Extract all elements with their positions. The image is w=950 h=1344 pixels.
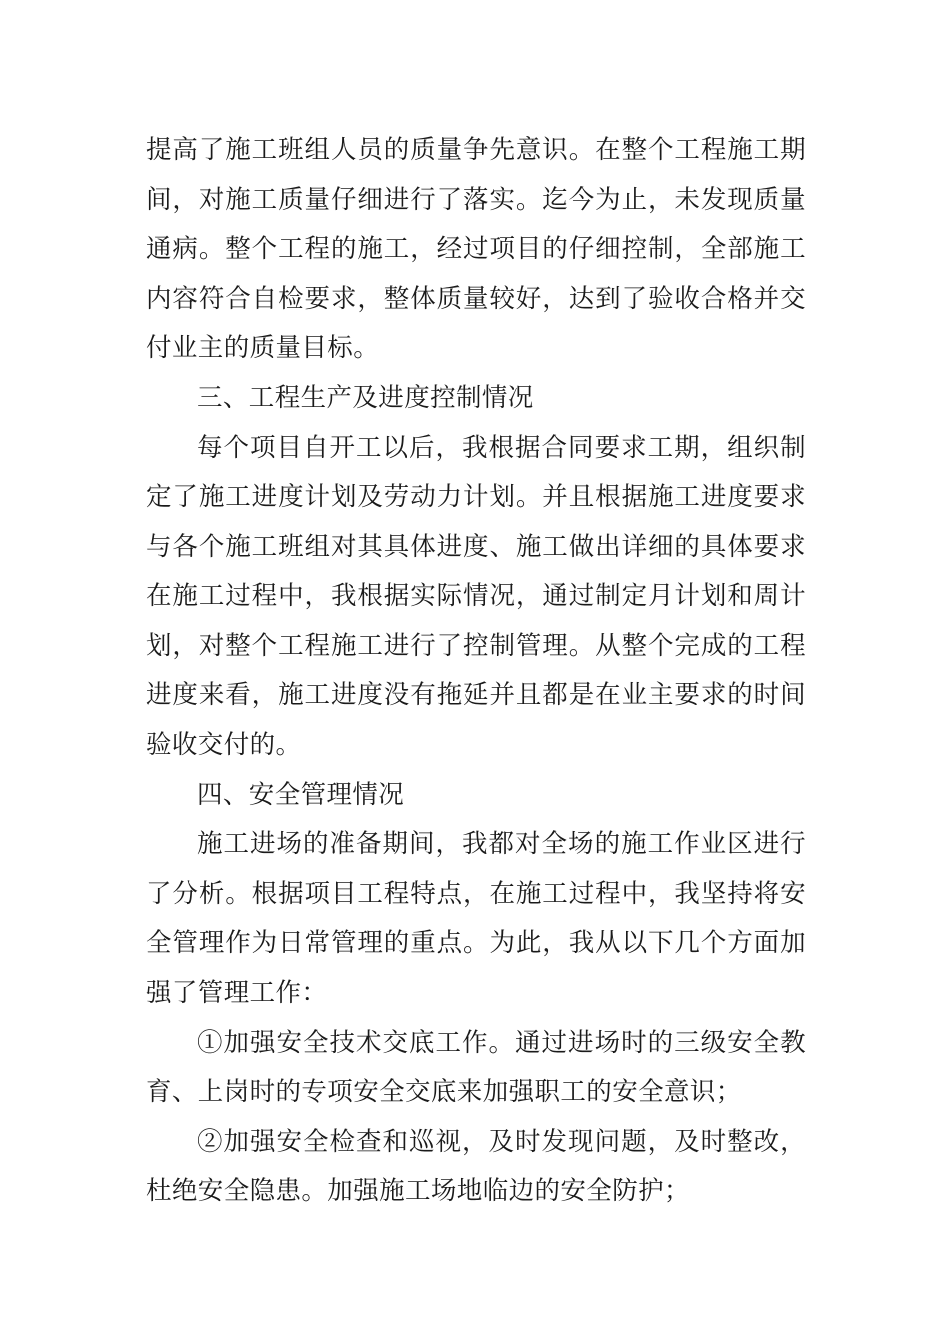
text-line: 划，对整个工程施工进行了控制管理。从整个完成的工程 <box>146 631 806 661</box>
text-line: 与各个施工班组对其具体进度、施工做出详细的具体要求 <box>146 532 806 562</box>
text-line: 付业主的质量目标。 <box>146 333 380 363</box>
text-line: 在施工过程中，我根据实际情况，通过制定月计划和周计 <box>146 581 806 611</box>
text-line: 提高了施工班组人员的质量争先意识。在整个工程施工期 <box>146 135 806 165</box>
text-line: 育、上岗时的专项安全交底来加强职工的安全意识； <box>146 1077 742 1107</box>
text-line: 了分析。根据项目工程特点，在施工过程中，我坚持将安 <box>146 879 806 909</box>
section-heading: 四、安全管理情况 <box>197 780 405 810</box>
text-line: 进度来看，施工进度没有拖延并且都是在业主要求的时间 <box>146 680 806 710</box>
text-line: 施工进场的准备期间，我都对全场的施工作业区进行 <box>197 829 806 859</box>
list-item: ①加强安全技术交底工作。通过进场时的三级安全教 <box>197 1028 806 1058</box>
text-line: 内容符合自检要求，整体质量较好，达到了验收合格并交 <box>146 284 806 314</box>
list-item: ②加强安全检查和巡视，及时发现问题，及时整改， <box>197 1127 806 1157</box>
section-heading: 三、工程生产及进度控制情况 <box>197 383 534 413</box>
text-line: 定了施工进度计划及劳动力计划。并且根据施工进度要求 <box>146 482 806 512</box>
text-line: 间，对施工质量仔细进行了落实。迄今为止，未发现质量 <box>146 185 806 215</box>
text-line: 验收交付的。 <box>146 730 302 760</box>
text-line: 杜绝安全隐患。加强施工场地临边的安全防护； <box>146 1176 690 1206</box>
text-line: 通病。整个工程的施工，经过项目的仔细控制，全部施工 <box>146 234 806 264</box>
text-line: 强了管理工作： <box>146 978 328 1008</box>
text-line: 每个项目自开工以后，我根据合同要求工期，组织制 <box>197 433 806 463</box>
text-line: 全管理作为日常管理的重点。为此，我从以下几个方面加 <box>146 928 806 958</box>
